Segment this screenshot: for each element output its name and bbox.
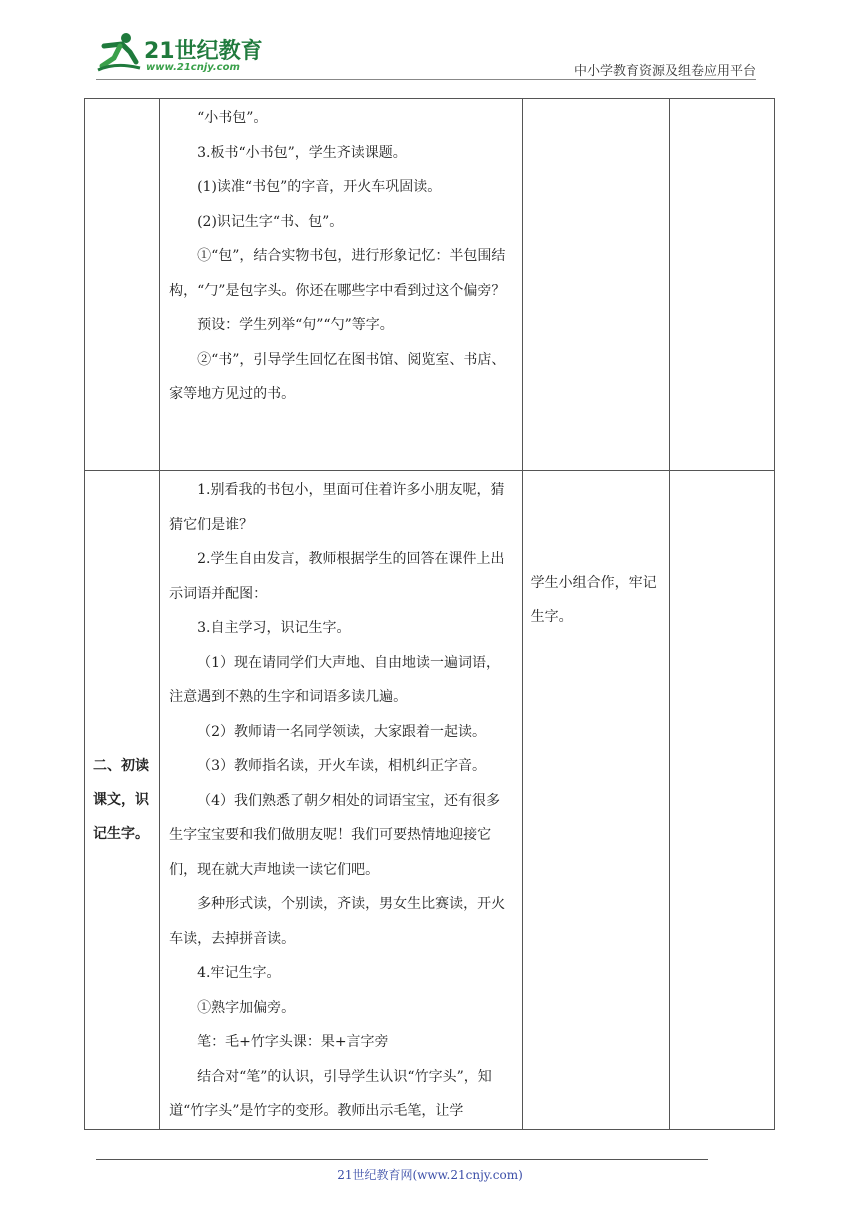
site-logo[interactable] — [96, 28, 266, 78]
design-intent-cell — [669, 471, 774, 1130]
student-activity-cell — [522, 471, 669, 1130]
teaching-content-cell — [160, 99, 523, 471]
footer-divider — [96, 1159, 708, 1160]
content-line: 笔：毛+竹字头课：果+言字旁 — [197, 1034, 389, 1050]
design-intent-cell — [669, 99, 774, 471]
table-row — [85, 471, 775, 1130]
content-line: （2）教师请一名同学领读，大家跟着一起读。 — [197, 723, 486, 740]
content-line: 3.板书“小书包”，学生齐读课题。 — [197, 144, 407, 161]
table-row — [85, 99, 775, 471]
content-line: 4.牢记生字。 — [197, 965, 281, 981]
running-figure-icon — [96, 32, 142, 72]
page-header — [96, 28, 756, 80]
lesson-table — [84, 98, 775, 1130]
logo-url: www.21cnjy.com — [146, 62, 240, 73]
section-cell — [85, 99, 160, 471]
content-line: 结合对“笔”的认识，引导学生认识“竹字头”，知道“竹字头”是竹字的变形。教师出示毛笔，让学 — [169, 1068, 492, 1119]
content-line: (1)读准“书包”的字音，开火车巩固读。 — [197, 179, 442, 195]
content-line: ①“包”，结合实物书包，进行形象记忆：半包围结构，“勹”是包字头。你还在哪些字中看到过这个偏旁？ — [169, 248, 506, 299]
content-line: (2)识记生字“书、包”。 — [197, 213, 344, 230]
content-line: （3）教师指名读，开火车读，相机纠正字音。 — [197, 758, 486, 774]
student-activity-cell — [522, 99, 669, 471]
header-divider — [96, 79, 756, 80]
section-title: 二、初读课文，识记生字。 — [85, 471, 160, 1130]
content-line: 预设：学生列举“句”“勺”等字。 — [197, 317, 394, 333]
content-line: ①熟字加偏旁。 — [197, 999, 296, 1016]
footer-link[interactable]: 21世纪教育网(www.21cnjy.com) — [337, 1168, 523, 1182]
content-line: 2.学生自由发言，教师根据学生的回答在课件上出示词语并配图： — [169, 551, 505, 602]
content-line: （1）现在请同学们大声地、自由地读一遍词语，注意遇到不熟的生字和词语多读几遍。 — [169, 654, 500, 705]
teaching-content-cell — [160, 471, 523, 1130]
content-line: ②“书”，引导学生回忆在图书馆、阅览室、书店、家等地方见过的书。 — [169, 351, 506, 402]
content-line: “小书包”。 — [197, 110, 268, 126]
header-tagline: 中小学教育资源及组卷应用平台 — [573, 64, 756, 79]
student-activity-text: 学生小组合作，牢记生字。 — [530, 575, 657, 625]
content-line: 1.别看我的书包小，里面可住着许多小朋友呢，猜猜它们是谁？ — [169, 482, 505, 533]
content-line: （4）我们熟悉了朝夕相处的词语宝宝，还有很多生字宝宝要和我们做朋友呢！我们可要热情地迎接它们，现在就大声地读一读它们吧。 — [169, 792, 500, 878]
content-line: 3.自主学习，识记生字。 — [197, 620, 351, 636]
logo-text: 21世纪教育 — [144, 39, 263, 64]
content-line: 多种形式读，个别读，齐读，男女生比赛读，开火车读，去掉拼音读。 — [169, 896, 506, 947]
